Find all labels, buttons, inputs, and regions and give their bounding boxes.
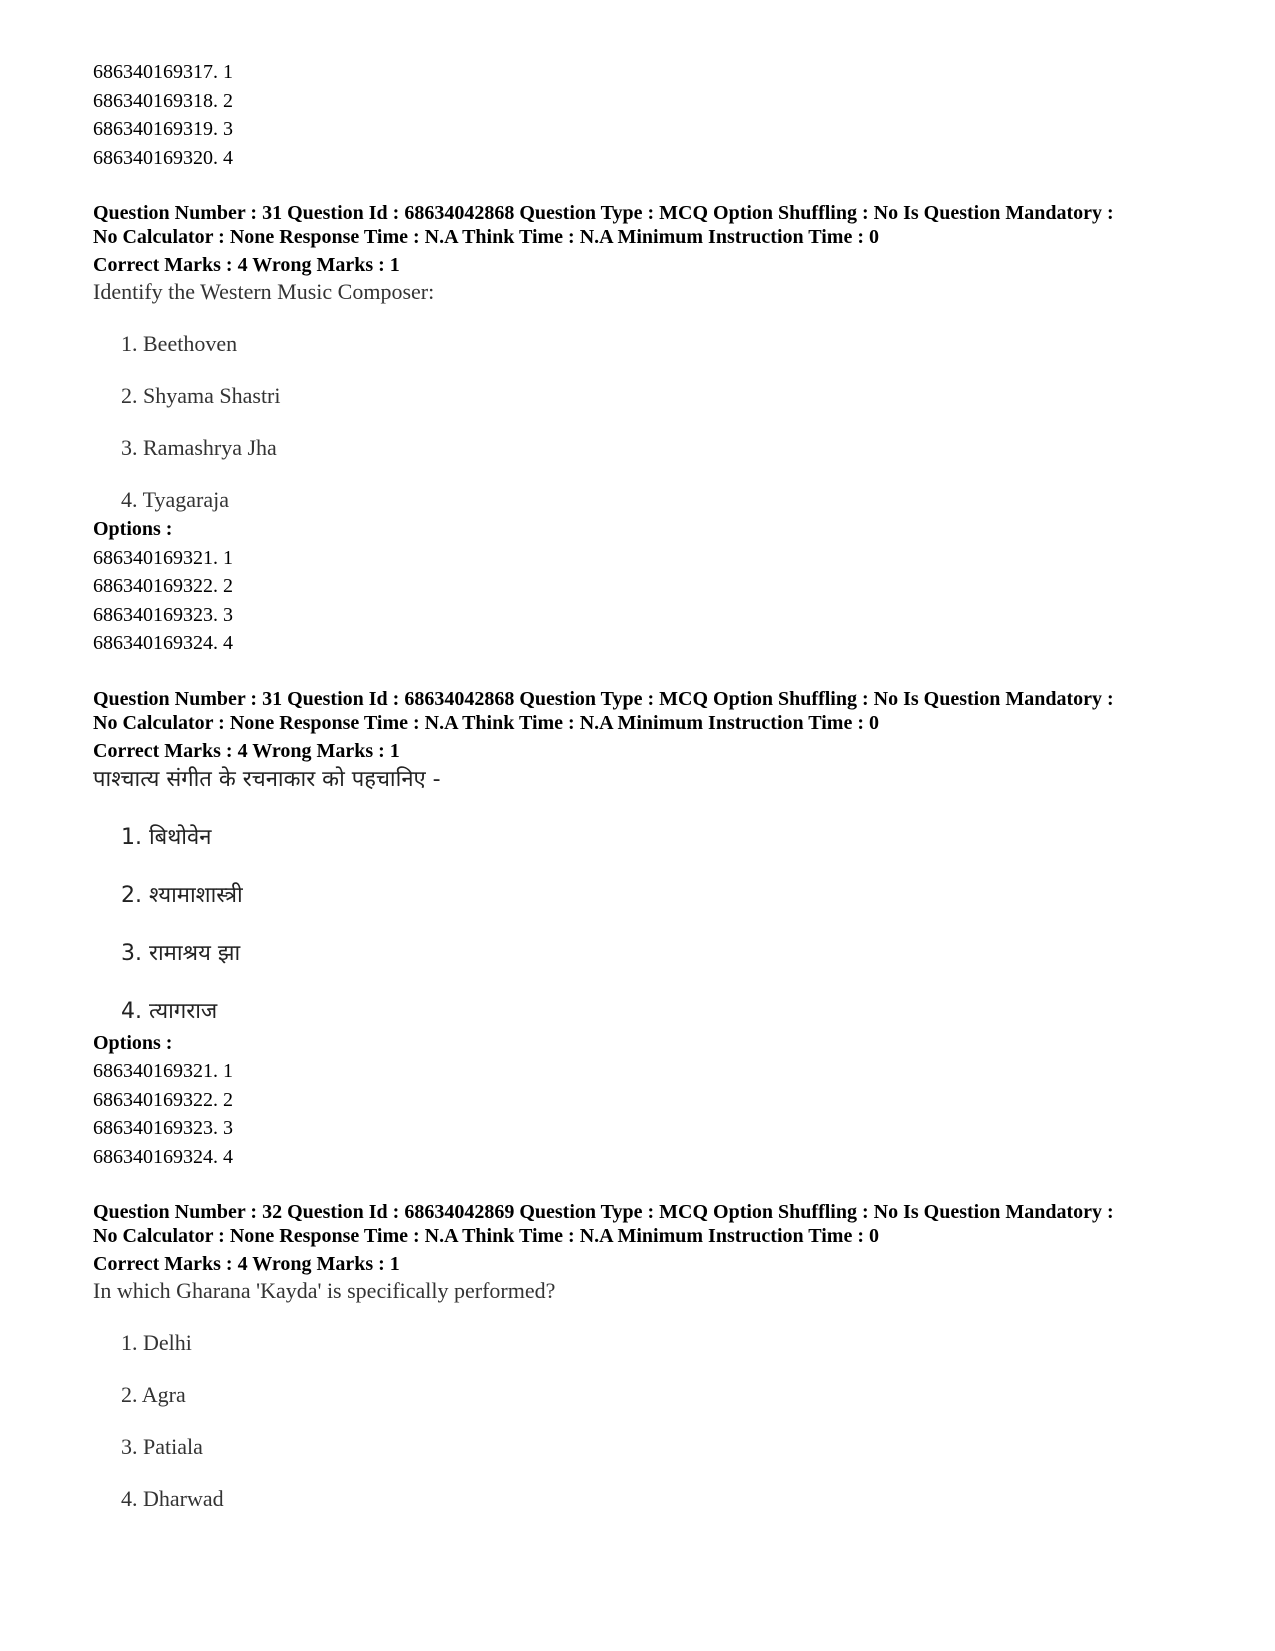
option-item: 686340169321. 1	[93, 546, 233, 569]
question-meta-line1: Question Number : 32 Question Id : 68634042869 Question Type : MCQ Option Shuffling : No Is Question Mandatory :	[93, 1201, 1114, 1223]
option-item: 686340169322. 2	[93, 575, 233, 597]
answer-choice: 1. बिथोवेन	[121, 824, 212, 850]
question-meta-line2: No Calculator : None Response Time : N.A Think Time : N.A Minimum Instruction Time : 0	[93, 1225, 879, 1247]
question-stem: पाश्चात्य संगीत के रचनाकार को पहचानिए -	[93, 766, 441, 792]
document-page	[93, 58, 1193, 1514]
options-label: Options :	[93, 1031, 173, 1054]
option-item: 686340169320. 4	[93, 146, 233, 169]
answer-choice: 3. Patiala	[121, 1434, 203, 1459]
question-stem: Identify the Western Music Composer:	[93, 279, 435, 304]
answer-choice: 4. त्यागराज	[121, 998, 218, 1024]
question-marks: Correct Marks : 4 Wrong Marks : 1	[93, 739, 400, 762]
question-meta-line1: Question Number : 31 Question Id : 68634042868 Question Type : MCQ Option Shuffling : No Is Question Mandatory :	[93, 202, 1114, 224]
option-item: 686340169321. 1	[93, 1060, 233, 1082]
option-item: 686340169324. 4	[93, 1145, 233, 1168]
question-marks: Correct Marks : 4 Wrong Marks : 1	[93, 254, 400, 276]
option-item: 686340169319. 3	[93, 118, 233, 140]
answer-choice: 4. Dharwad	[121, 1486, 224, 1511]
answer-choice: 2. श्यामाशास्त्री	[121, 882, 243, 908]
question-block-3	[93, 1200, 1193, 1514]
question-meta-line1: Question Number : 31 Question Id : 68634042868 Question Type : MCQ Option Shuffling : No Is Question Mandatory :	[93, 687, 1114, 710]
option-item: 686340169324. 4	[93, 632, 233, 654]
options-label: Options :	[93, 518, 173, 540]
option-item: 686340169317. 1	[93, 61, 233, 83]
question-stem: In which Gharana 'Kayda' is specifically performed?	[93, 1278, 556, 1303]
answer-choice: 3. Ramashrya Jha	[121, 435, 277, 460]
option-item: 686340169318. 2	[93, 89, 233, 112]
answer-choice: 4. Tyagaraja	[121, 487, 230, 512]
option-item: 686340169323. 3	[93, 603, 233, 626]
option-item: 686340169322. 2	[93, 1088, 233, 1111]
question-meta	[93, 201, 1193, 277]
answer-choice: 3. रामाश्रय झा	[121, 940, 241, 966]
question-meta-line2: No Calculator : None Response Time : N.A Think Time : N.A Minimum Instruction Time : 0	[93, 711, 879, 734]
answer-choice: 1. Beethoven	[121, 331, 238, 356]
answer-choice: 1. Delhi	[121, 1330, 192, 1355]
question-meta-line2: No Calculator : None Response Time : N.A Think Time : N.A Minimum Instruction Time : 0	[93, 226, 879, 248]
option-item: 686340169323. 3	[93, 1117, 233, 1139]
question-block-2	[93, 687, 1193, 1172]
question-meta	[93, 1200, 1193, 1276]
answer-choice: 2. Agra	[121, 1382, 186, 1407]
question-marks: Correct Marks : 4 Wrong Marks : 1	[93, 1253, 400, 1275]
answer-choice: 2. Shyama Shastri	[121, 383, 281, 408]
question-meta	[93, 687, 1193, 763]
top-options-list	[93, 58, 1193, 172]
question-block-1	[93, 201, 1193, 658]
